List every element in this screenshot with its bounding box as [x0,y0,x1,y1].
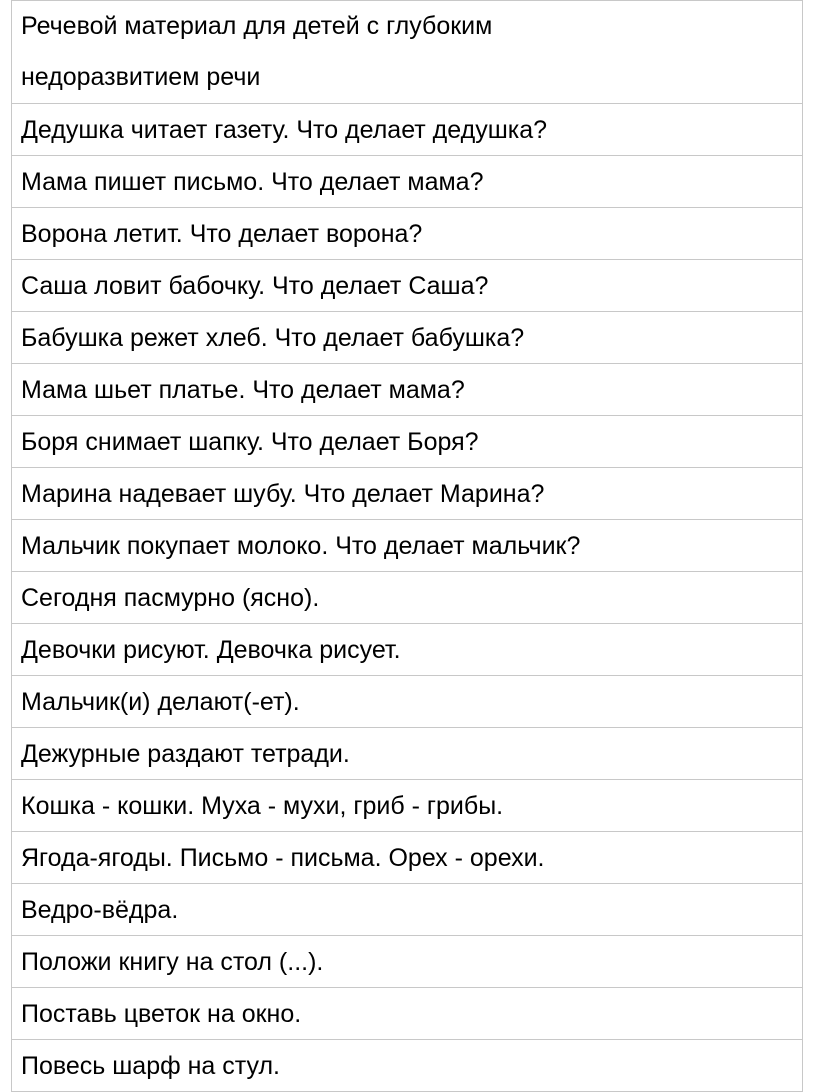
table-row [12,416,803,468]
table-row [12,104,803,156]
table-row [12,676,803,728]
row-text: Мальчик(и) делают(-ет). [12,676,803,728]
table-row [12,1040,803,1092]
row-text: Марина надевает шубу. Что делает Марина? [12,468,803,520]
table-row [12,572,803,624]
row-text: Кошка - кошки. Муха - мухи, гриб - грибы. [12,780,803,832]
row-text: Девочки рисуют. Девочка рисует. [12,624,803,676]
title-line-1: Речевой материал для детей с глубоким [21,12,493,40]
title-line-2: недоразвитием речи [21,63,261,91]
row-text: Бабушка режет хлеб. Что делает бабушка? [12,312,803,364]
table-row [12,624,803,676]
table-row [12,988,803,1040]
table-row [12,312,803,364]
speech-material-table [11,0,803,1092]
title-cell [12,1,803,104]
row-text: Мама шьет платье. Что делает мама? [12,364,803,416]
title-row [12,1,803,104]
table-row [12,260,803,312]
table-body [12,1,803,1092]
row-text: Мама пишет письмо. Что делает мама? [12,156,803,208]
table-row [12,208,803,260]
row-text: Боря снимает шапку. Что делает Боря? [12,416,803,468]
table-row [12,156,803,208]
row-text: Поставь цветок на окно. [12,988,803,1040]
row-text: Сегодня пасмурно (ясно). [12,572,803,624]
table-row [12,468,803,520]
row-text: Дежурные раздают тетради. [12,728,803,780]
row-text: Повесь шарф на стул. [12,1040,803,1092]
table-row [12,780,803,832]
table-row [12,364,803,416]
table-row [12,884,803,936]
row-text: Ягода-ягоды. Письмо - письма. Орех - орехи. [12,832,803,884]
row-text: Положи книгу на стол (...). [12,936,803,988]
table-row [12,832,803,884]
row-text: Ворона летит. Что делает ворона? [12,208,803,260]
row-text: Мальчик покупает молоко. Что делает мальчик? [12,520,803,572]
row-text: Дедушка читает газету. Что делает дедушка? [12,104,803,156]
table-row [12,520,803,572]
table-row [12,728,803,780]
row-text: Ведро-вёдра. [12,884,803,936]
table-row [12,936,803,988]
row-text: Саша ловит бабочку. Что делает Саша? [12,260,803,312]
